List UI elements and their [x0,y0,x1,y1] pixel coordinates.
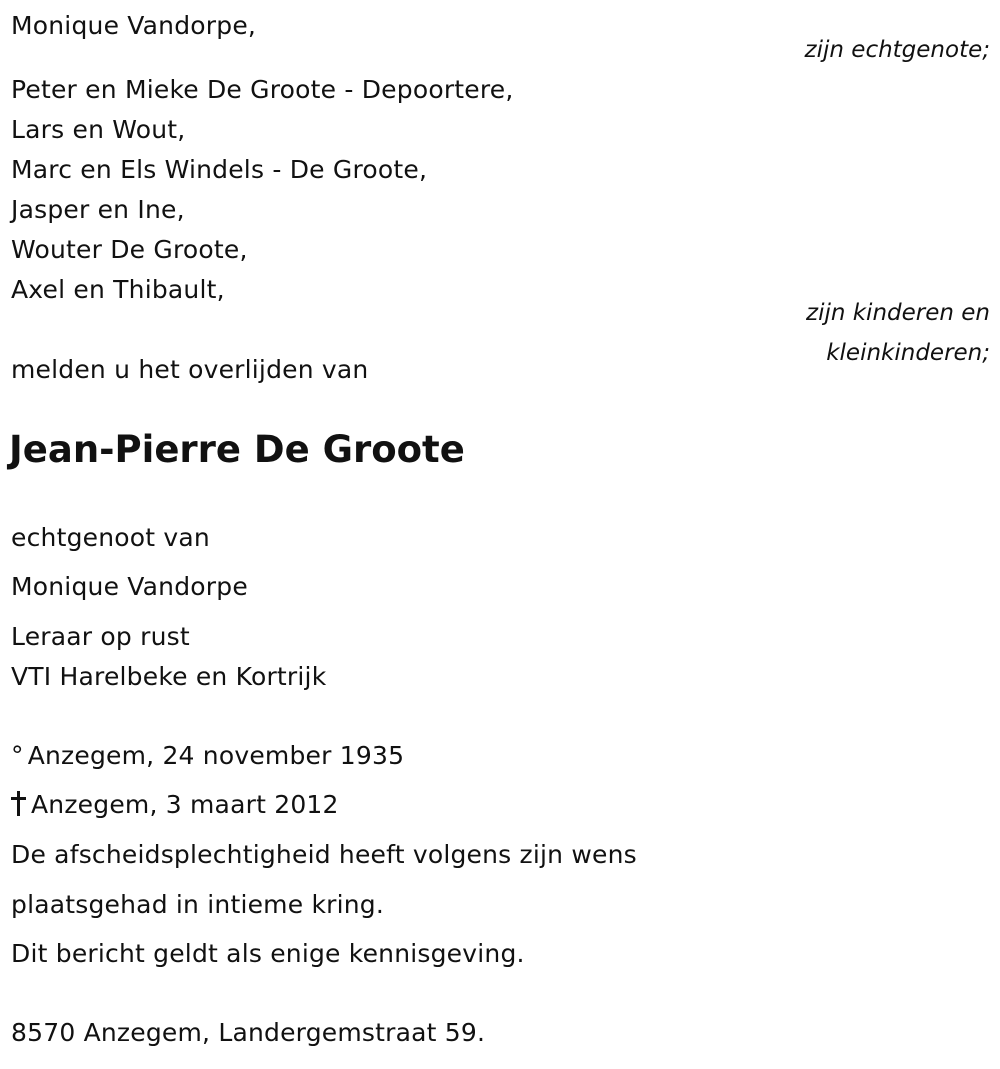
ceremony-line-3: Dit bericht geldt als enige kennisgeving. [11,939,525,968]
ceremony-line-1: De afscheidsplechtigheid heeft volgens zijn wens [11,840,637,869]
child-line-6: Axel en Thibault, [11,275,225,304]
child-line-5: Wouter De Groote, [11,235,248,264]
children-role-line-1: zijn kinderen en [806,300,990,326]
deceased-name: Jean-Pierre De Groote [9,428,465,471]
cross-icon [11,790,27,816]
death-line [11,790,339,820]
birth-line [11,741,404,771]
spouse-line: Monique Vandorpe, [11,11,257,40]
death-text: Anzegem, 3 maart 2012 [31,790,339,819]
address: 8570 Anzegem, Landergemstraat 59. [11,1018,486,1047]
announcement: melden u het overlijden van [11,355,369,384]
occupation-line-1: Leraar op rust [11,622,190,651]
child-line-2: Lars en Wout, [11,115,186,144]
spouse-label: echtgenoot van [11,523,210,552]
birth-symbol: ° [11,741,24,770]
child-line-3: Marc en Els Windels - De Groote, [11,155,428,184]
birth-text: Anzegem, 24 november 1935 [27,741,405,770]
occupation-line-2: VTI Harelbeke en Kortrijk [11,662,327,691]
spouse-name: Monique Vandorpe [11,572,248,601]
child-line-1: Peter en Mieke De Groote - Depoortere, [11,75,514,104]
ceremony-line-2: plaatsgehad in intieme kring. [11,890,385,919]
children-role-line-2: kleinkinderen; [826,340,990,366]
spouse-role: zijn echtgenote; [804,37,990,63]
child-line-4: Jasper en Ine, [11,195,185,224]
